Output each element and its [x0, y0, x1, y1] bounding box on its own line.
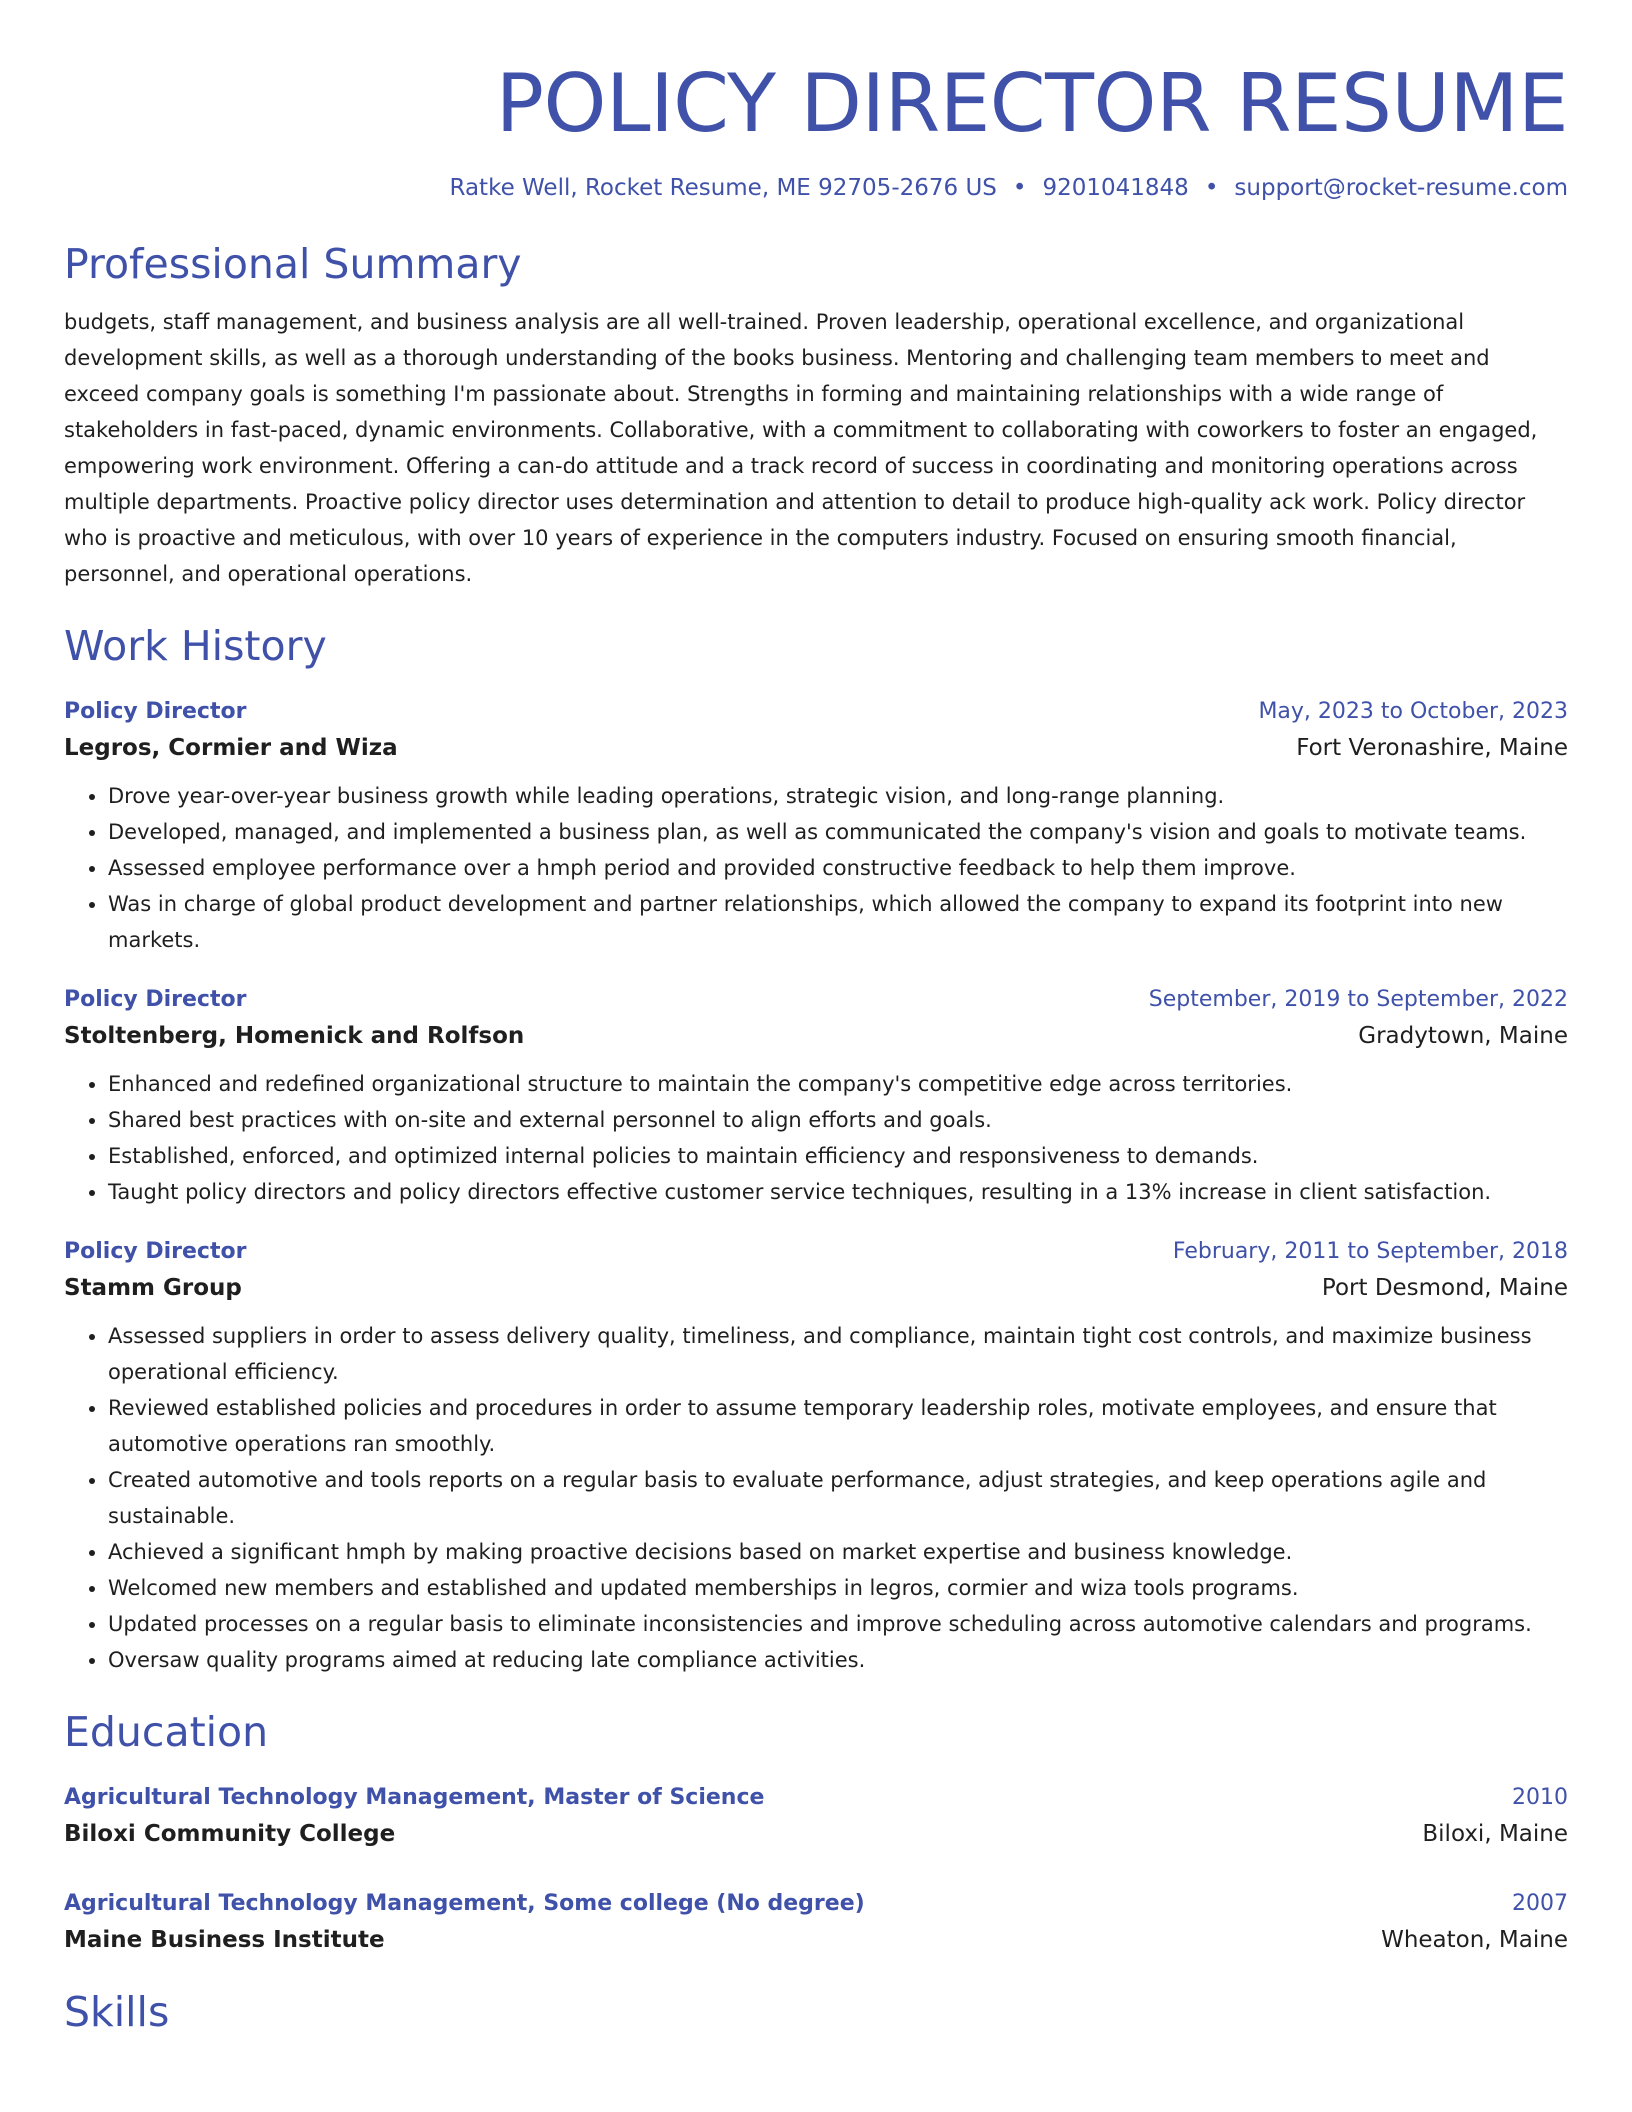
contact-email[interactable]: support@rocket-resume.com	[1234, 175, 1568, 201]
education-year: 2007	[1512, 1891, 1568, 1916]
job-bullet: • Updated processes on a regular basis to eliminate inconsistencies and improve scheduling across automotive calendars and programs.	[108, 1606, 1568, 1642]
job-title: Policy Director	[64, 987, 247, 1012]
job-title-row	[64, 982, 1568, 1018]
section-heading: Education	[64, 1708, 269, 1756]
job-title: Policy Director	[64, 699, 247, 724]
job-bullet: • Was in charge of global product development and partner relationships, which allowed the company to expand its footprint into new markets.	[108, 886, 1568, 958]
job-bullets	[64, 778, 1568, 958]
job-title-row	[64, 694, 1568, 730]
professional-summary-section	[64, 238, 1568, 592]
contact-separator: •	[1012, 175, 1027, 201]
job-location: Port Desmond, Maine	[1321, 1275, 1568, 1301]
education-degree-row	[64, 1886, 1568, 1922]
work-history-section	[64, 620, 1568, 1678]
education-entry	[64, 1886, 1568, 1958]
resume-title: POLICY DIRECTOR RESUME	[495, 57, 1568, 150]
job-bullets	[64, 1318, 1568, 1678]
resume-header	[64, 52, 1568, 204]
job-title-row	[64, 1234, 1568, 1270]
education-location: Wheaton, Maine	[1381, 1927, 1568, 1953]
job-bullet: • Assessed suppliers in order to assess delivery quality, timeliness, and compliance, maintain tight cost controls, and maximize business operational efficiency.	[108, 1318, 1568, 1390]
job-company: Stamm Group	[64, 1275, 242, 1301]
job-dates: February, 2011 to September, 2018	[1172, 1239, 1568, 1264]
job-company: Stoltenberg, Homenick and Rolfson	[64, 1023, 525, 1049]
contact-line	[64, 172, 1568, 204]
job-company-row	[64, 1018, 1568, 1054]
job-bullet: • Achieved a significant hmph by making proactive decisions based on market expertise and business knowledge.	[108, 1534, 1568, 1570]
job-bullets	[64, 1066, 1568, 1210]
job-company: Legros, Cormier and Wiza	[64, 735, 398, 761]
job-dates: May, 2023 to October, 2023	[1258, 699, 1568, 724]
contact-phone: 9201041848	[1042, 175, 1189, 201]
summary-text: budgets, staff management, and business analysis are all well-trained. Proven leadership, operational excellence, and organizational development skills, as well as a thorough understanding of the books business. Mentoring and challenging team members to meet and exceed company goals is something I'm passionate about. Strengths in forming and maintaining relationships with a wide range of stakeholders in fast-paced, dynamic environments. Collaborative, with a commitment to collaborating with coworkers to foster an engaged, empowering work environment. Offering a can-do attitude and a track record of success in coordinating and monitoring operations across multiple departments. Proactive policy director uses determination and attention to detail to produce high-quality ack work. Policy director who is proactive and meticulous, with over 10 years of experience in the computers industry. Focused on ensuring smooth financial, personnel, and operational operations.	[64, 310, 1538, 586]
education-degree: Agricultural Technology Management, Some college (No degree)	[64, 1891, 865, 1916]
contact-separator: •	[1204, 175, 1219, 201]
job-entry	[64, 694, 1568, 958]
section-heading: Professional Summary	[64, 240, 522, 288]
education-school: Biloxi Community College	[64, 1821, 396, 1847]
education-degree-row	[64, 1780, 1568, 1816]
job-bullet: • Created automotive and tools reports on a regular basis to evaluate performance, adjust strategies, and keep operations agile and sustainable.	[108, 1462, 1568, 1534]
job-bullet: • Reviewed established policies and procedures in order to assume temporary leadership roles, motivate employees, and ensure that automotive operations ran smoothly.	[108, 1390, 1568, 1462]
job-bullet: • Welcomed new members and established and updated memberships in legros, cormier and wiza tools programs.	[108, 1570, 1568, 1606]
job-bullet: • Taught policy directors and policy directors effective customer service techniques, resulting in a 13% increase in client satisfaction.	[108, 1174, 1568, 1210]
job-company-row	[64, 1270, 1568, 1306]
job-location: Gradytown, Maine	[1358, 1023, 1568, 1049]
education-section	[64, 1706, 1568, 1958]
job-bullet: • Oversaw quality programs aimed at reducing late compliance activities.	[108, 1642, 1568, 1678]
education-entry	[64, 1780, 1568, 1852]
section-heading: Work History	[64, 622, 327, 670]
job-entry	[64, 1234, 1568, 1678]
education-degree: Agricultural Technology Management, Master of Science	[64, 1785, 765, 1810]
job-bullet: • Drove year-over-year business growth while leading operations, strategic vision, and long-range planning.	[108, 778, 1568, 814]
section-heading: Skills	[64, 1988, 170, 2036]
job-entry	[64, 982, 1568, 1210]
skills-section	[64, 1986, 1568, 2038]
job-location: Fort Veronashire, Maine	[1296, 735, 1568, 761]
job-bullet: • Established, enforced, and optimized internal policies to maintain efficiency and responsiveness to demands.	[108, 1138, 1568, 1174]
education-school: Maine Business Institute	[64, 1927, 385, 1953]
education-location: Biloxi, Maine	[1422, 1821, 1568, 1847]
education-school-row	[64, 1922, 1568, 1958]
education-year: 2010	[1512, 1785, 1568, 1810]
job-bullet: • Assessed employee performance over a hmph period and provided constructive feedback to help them improve.	[108, 850, 1568, 886]
job-bullet: • Shared best practices with on-site and external personnel to align efforts and goals.	[108, 1102, 1568, 1138]
contact-address: Ratke Well, Rocket Resume, ME 92705-2676 US	[449, 175, 997, 201]
job-company-row	[64, 730, 1568, 766]
education-school-row	[64, 1816, 1568, 1852]
job-bullet: • Enhanced and redefined organizational structure to maintain the company's competitive edge across territories.	[108, 1066, 1568, 1102]
job-bullet: • Developed, managed, and implemented a business plan, as well as communicated the company's vision and goals to motivate teams.	[108, 814, 1568, 850]
job-dates: September, 2019 to September, 2022	[1148, 987, 1568, 1012]
job-title: Policy Director	[64, 1239, 247, 1264]
